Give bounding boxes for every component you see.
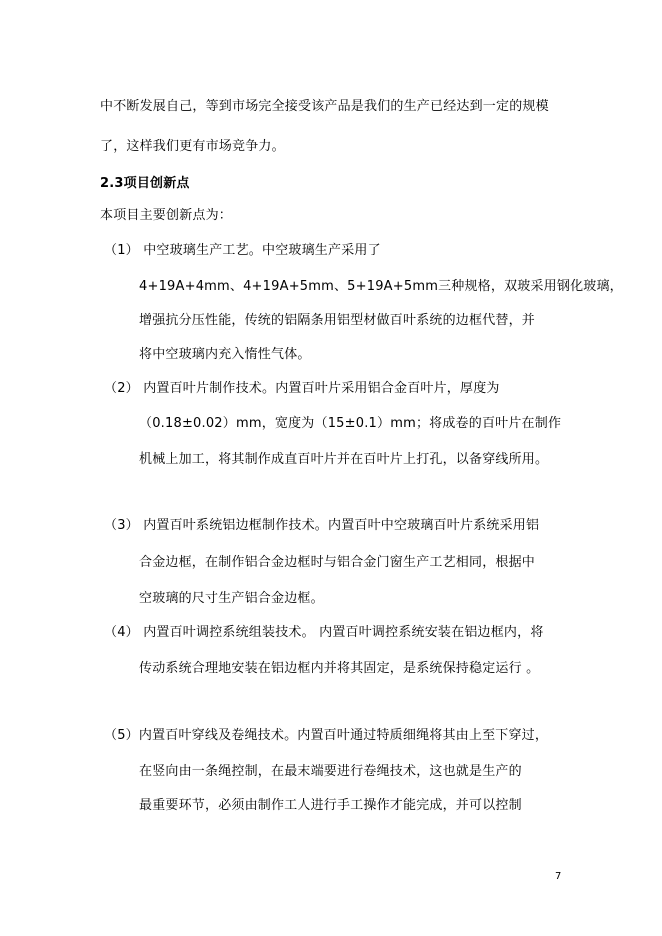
list-item-line: 传动系统合理地安装在铝边框内并将其固定，是系统保持稳定运行 。 <box>139 661 540 676</box>
list-item-line: （3） 内置百叶系统铝边框制作技术。内置百叶中空玻璃百叶片系统采用铝 <box>104 518 540 533</box>
list-item-line: （5）内置百叶穿线及卷绳技术。内置百叶通过特质细绳将其由上至下穿过， <box>104 728 549 743</box>
paragraph-line: 中不断发展自己，等到市场完全接受该产品是我们的生产已经达到一定的规模 <box>100 99 549 114</box>
list-item-line: （0.18±0.02）mm，宽度为（15±0.1）mm；将成卷的百叶片在制作 <box>139 416 562 431</box>
paragraph-line: 本项目主要创新点为： <box>100 208 233 223</box>
list-item-line: （2） 内置百叶片制作技术。内置百叶片采用铝合金百叶片，厚度为 <box>104 381 500 396</box>
list-item-line: 增强抗分压性能，传统的铝隔条用铝型材做百叶系统的边框代替，并 <box>139 313 536 328</box>
list-item-line: 空玻璃的尺寸生产铝合金边框。 <box>139 591 324 606</box>
section-heading: 2.3项目创新点 <box>100 176 190 191</box>
list-item-line: 合金边框，在制作铝合金边框时与铝合金门窗生产工艺相同，根据中 <box>139 555 536 570</box>
list-item-line: （1） 中空玻璃生产工艺。中空玻璃生产采用了 <box>104 243 381 258</box>
list-item-line: 在竖向由一条绳控制，在最末端要进行卷绳技术，这也就是生产的 <box>139 764 522 779</box>
list-item-line: 最重要环节，必须由制作工人进行手工操作才能完成，并可以控制 <box>139 798 522 813</box>
list-item-line: 4+19A+4mm、4+19A+5mm、5+19A+5mm三种规格，双玻采用钢化玻璃， <box>139 279 623 294</box>
list-item-line: 机械上加工，将其制作成直百叶片并在百叶片上打孔，以备穿线所用。 <box>139 452 549 467</box>
paragraph-line: 了，这样我们更有市场竞争力。 <box>100 139 285 154</box>
list-item-line: 将中空玻璃内充入惰性气体。 <box>139 347 311 362</box>
list-item-line: （4） 内置百叶调控系统组装技术。 内置百叶调控系统安装在铝边框内，将 <box>104 625 544 640</box>
page-number: 7 <box>555 871 562 882</box>
